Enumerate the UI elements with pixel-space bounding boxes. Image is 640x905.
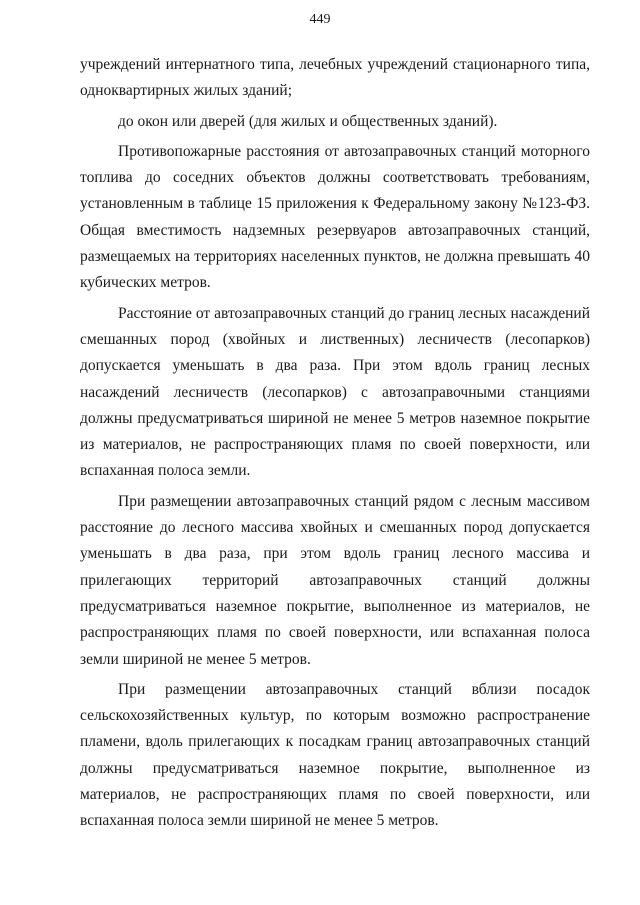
paragraph-windows-doors: до окон или дверей (для жилых и общественных зданий).	[118, 112, 498, 130]
document-body	[80, 52, 590, 835]
paragraph-fire-distances: Противопожарные расстояния от автозаправочных станций моторного топлива до соседних объектов должны соответствовать требованиям, установленным в таблице 15 приложения к Федеральному закону №123-ФЗ. Общая вместимость надземных резервуаров автозаправочных станций, размещаемых на территориях населенных пунктов, не должна превышать 40 кубических метров.	[80, 142, 590, 292]
paragraph-agricultural-crops: При размещении автозаправочных станций вблизи посадок сельскохозяйственных культур, по которым возможно распространение пламени, вдоль прилегающих к посадкам границ автозаправочных станций должны предусматриваться наземное покрытие, выполненное из материалов, не распространяющих пламя по своей поверхности, или вспаханная полоса земли шириной не менее 5 метров.	[80, 680, 590, 830]
paragraph-continuation: учреждений интернатного типа, лечебных учреждений стационарного типа, одноквартирных жилых зданий;	[80, 56, 590, 100]
paragraph-forest-massif: При размещении автозаправочных станций рядом с лесным массивом расстояние до лесного массива хвойных и смешанных пород допускается уменьшать в два раза, при этом вдоль границ лесного массива и прилегающих территорий автозаправочных станций должны предусматриваться наземное покрытие, выполненное из материалов, не распространяющих пламя по своей поверхности, или вспаханная полоса земли шириной не менее 5 метров.	[80, 492, 590, 668]
paragraph-forest-plantations: Расстояние от автозаправочных станций до границ лесных насаждений смешанных пород (хвойных и лиственных) лесничеств (лесопарков) допускается уменьшать в два раза. При этом вдоль границ лесных насаждений лесничеств (лесопарков) с автозаправочными станциями должны предусматриваться шириной не менее 5 метров наземное покрытие из материалов, не распространяющих пламя по своей поверхности, или вспаханная полоса земли.	[80, 304, 590, 480]
page-number: 449	[309, 12, 331, 27]
